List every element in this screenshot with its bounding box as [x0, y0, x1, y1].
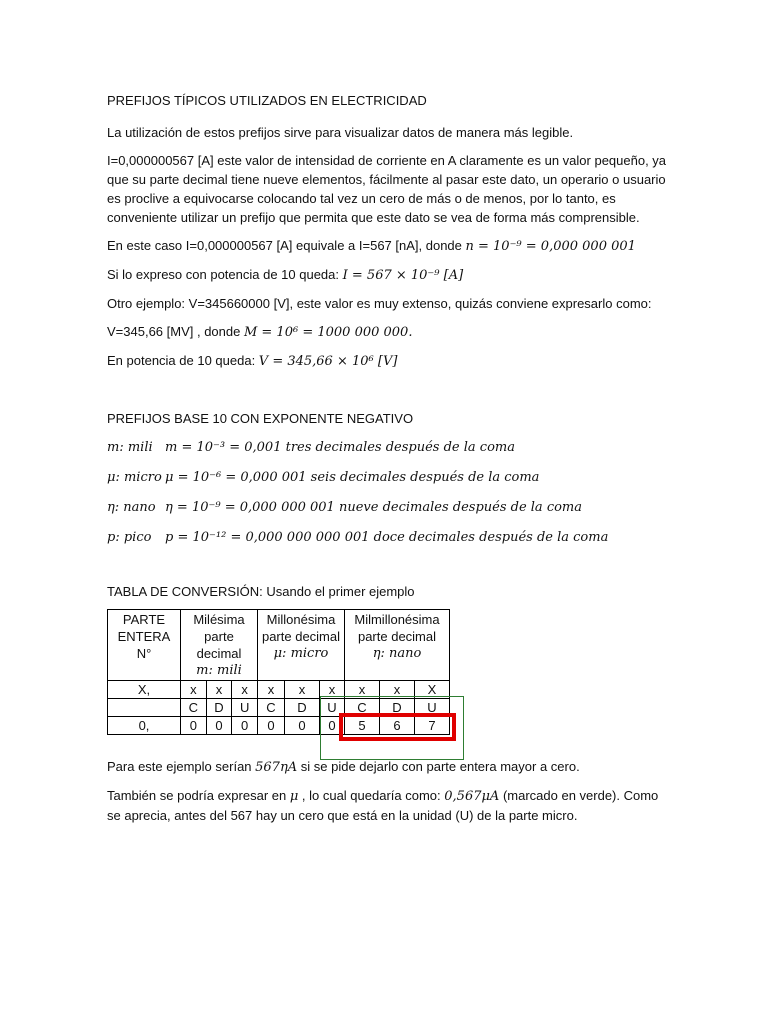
after1-text: Para este ejemplo serían: [107, 759, 256, 774]
conversion-table-title: TABLA DE CONVERSIÓN: Usando el primer ejemplo: [107, 584, 415, 599]
table-cell: X: [415, 681, 450, 699]
after2-tail: (marcado en verde). Como se aprecia, antes del 567 hay un cero que está en la unidad (U) de la parte micro.: [107, 788, 659, 823]
header-nano-symbol: η: nano: [372, 646, 422, 661]
table-cell: C: [258, 699, 285, 717]
after2-text: También se podría expresar en: [107, 788, 290, 803]
header-mili-text: Milésima parte decimal: [193, 612, 245, 661]
table-cell: C: [345, 699, 380, 717]
table-cell: x: [345, 681, 380, 699]
after1-tail: si se pide dejarlo con parte entera mayor a cero.: [297, 759, 580, 774]
table-cell: 0,: [108, 717, 181, 735]
table-cell: x: [181, 681, 207, 699]
prefix-row-nano: [107, 497, 667, 518]
table-cell: x: [232, 681, 258, 699]
voltage-power-text: En potencia de 10 queda:: [107, 353, 259, 368]
table-cell: 0: [320, 717, 345, 735]
voltage-line: [107, 322, 667, 342]
prefix-symbol: η: nano: [107, 500, 156, 515]
table-cell: D: [380, 699, 415, 717]
header-nano: [345, 610, 450, 681]
table-cell: 0: [181, 717, 207, 735]
after-table-line-2: [107, 786, 667, 825]
table-cell: C: [181, 699, 207, 717]
table-cell: x: [285, 681, 320, 699]
header-mili: [181, 610, 258, 681]
after-table-line-1: [107, 757, 667, 777]
header-micro-text: Millonésima parte decimal: [261, 612, 341, 644]
header-micro: [258, 610, 345, 681]
table-cell: x: [206, 681, 232, 699]
after2-formula: 0,567μA: [444, 789, 500, 804]
power-formula: I = 567 × 10⁻⁹ [A]: [342, 268, 464, 283]
page-title: PREFIJOS TÍPICOS UTILIZADOS EN ELECTRICIDAD: [107, 93, 427, 108]
intro-paragraph: La utilización de estos prefijos sirve para visualizar datos de manera más legible.: [107, 125, 574, 140]
voltage-power-formula: V = 345,66 × 10⁶ [V]: [258, 354, 398, 369]
section-negative-title: PREFIJOS BASE 10 CON EXPONENTE NEGATIVO: [107, 411, 414, 426]
table-cell: 0: [285, 717, 320, 735]
after2-mid: , lo cual quedaría como:: [298, 788, 445, 803]
prefix-equation: p = 10⁻¹² = 0,000 000 000 001 doce decimales después de la coma: [165, 530, 609, 545]
prefix-symbol: p: pico: [107, 530, 152, 545]
header-parte-entera: PARTE ENTERA N°: [108, 610, 181, 681]
table-cell: x: [258, 681, 285, 699]
case-line: [107, 236, 667, 256]
prefix-symbol: m: mili: [107, 440, 153, 455]
prefix-row-mili: [107, 437, 667, 458]
table-cell: 7: [415, 717, 450, 735]
voltage-formula: M = 10⁶ = 1000 000 000.: [243, 325, 413, 340]
table-cell: 0: [232, 717, 258, 735]
document-page: [107, 92, 667, 834]
current-example-paragraph: I=0,000000567 [A] este valor de intensidad de corriente en A claramente es un valor pequeño, ya que su parte decimal tiene nueve elementos, fácilmente al pasar este dato, un operario o usuario es proclive a equivocarse colocando tal vez un cero de más o de menos, por lo tanto, es conveniente utilizar un prefijo que permita que este dato se vea de forma más comprensible.: [107, 153, 667, 225]
other-example-line: Otro ejemplo: V=345660000 [V], este valor es muy extenso, quizás conviene expresarlo como:: [107, 296, 652, 311]
prefix-equation: m = 10⁻³ = 0,001 tres decimales después de la coma: [165, 440, 515, 455]
prefix-row-micro: [107, 467, 667, 488]
power-text: Si lo expreso con potencia de 10 queda:: [107, 267, 343, 282]
table-cell: D: [285, 699, 320, 717]
header-mili-symbol: m: mili: [196, 663, 242, 678]
table-cell: D: [206, 699, 232, 717]
prefix-row-pico: [107, 527, 667, 548]
table-cell: 0: [258, 717, 285, 735]
table-cell: U: [320, 699, 345, 717]
table-cell: [108, 699, 181, 717]
after1-formula: 567ηA: [255, 760, 298, 775]
prefix-symbol: μ: micro: [107, 470, 162, 485]
prefix-equation: μ = 10⁻⁶ = 0,000 001 seis decimales después de la coma: [165, 470, 540, 485]
table-cell: U: [232, 699, 258, 717]
prefix-equation: η = 10⁻⁹ = 0,000 000 001 nueve decimales después de la coma: [165, 500, 583, 515]
after2-symbol: μ: [289, 789, 299, 804]
red-highlight-box: [339, 713, 456, 741]
table-cell: U: [415, 699, 450, 717]
case-text: En este caso I=0,000000567 [A] equivale a I=567 [nA], donde: [107, 238, 466, 253]
table-header-row: [108, 610, 450, 681]
table-cell: x: [380, 681, 415, 699]
header-micro-symbol: μ: micro: [273, 646, 329, 661]
power-line: [107, 265, 667, 285]
case-formula: n = 10⁻⁹ = 0,000 000 001: [465, 239, 636, 254]
header-nano-text: Milmillonésima parte decimal: [354, 612, 440, 644]
table-cell: x: [320, 681, 345, 699]
table-cell: 5: [345, 717, 380, 735]
table-cell: 0: [206, 717, 232, 735]
table-cell: X,: [108, 681, 181, 699]
conversion-table-wrapper: [107, 609, 667, 735]
voltage-text: V=345,66 [MV] , donde: [107, 324, 244, 339]
table-cell: 6: [380, 717, 415, 735]
voltage-power-line: [107, 351, 667, 371]
